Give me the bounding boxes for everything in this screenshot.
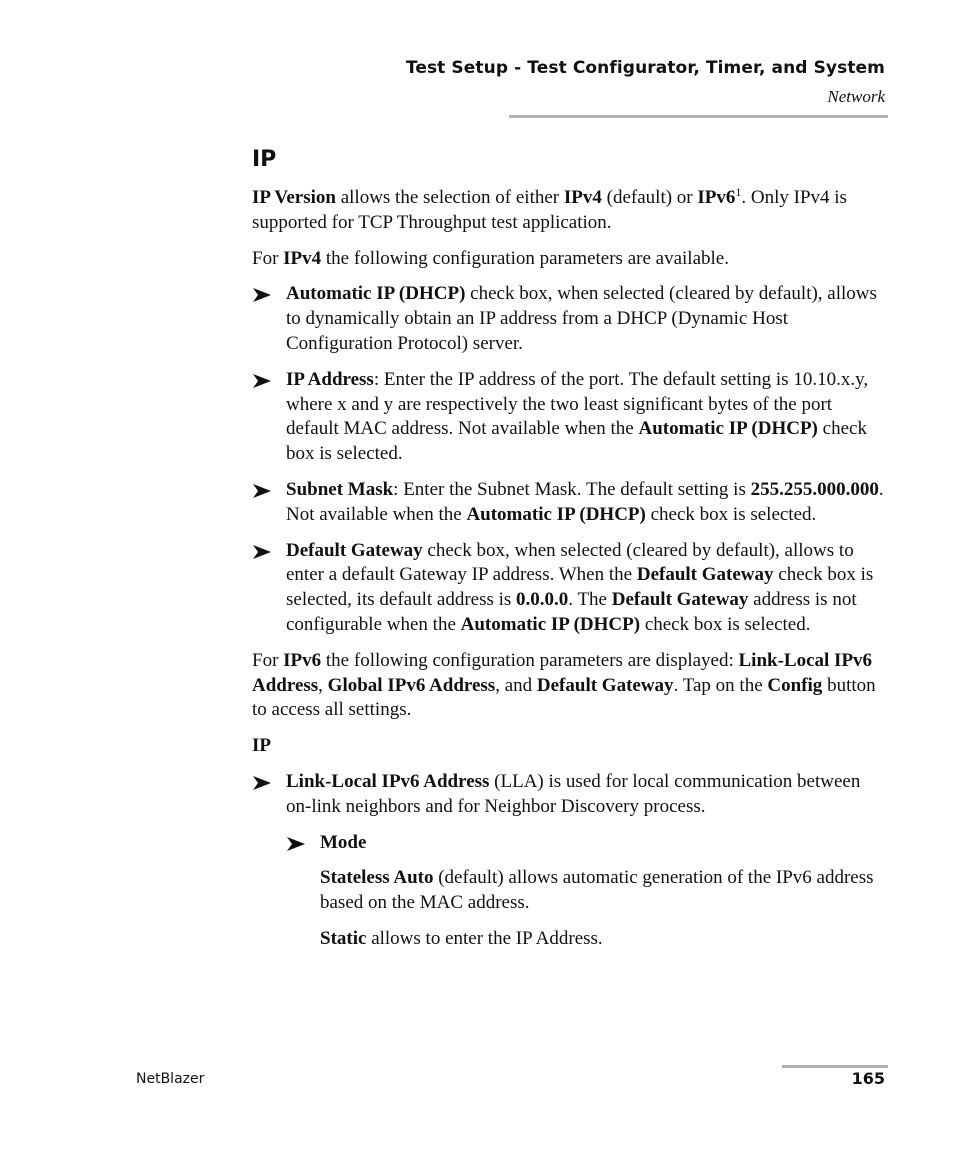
list-item-mode: Mode bbox=[286, 831, 888, 856]
arrow-bullet-icon bbox=[252, 371, 272, 391]
arrow-bullet-icon bbox=[252, 481, 272, 501]
mode-stateless-paragraph: Stateless Auto (default) allows automatic generation of the IPv6 address based on the MAC address. bbox=[320, 867, 874, 914]
footer-product-name: NetBlazer bbox=[136, 1071, 205, 1087]
mode-static-paragraph: Static allows to enter the IP Address. bbox=[320, 927, 603, 949]
ip-subheading: IP bbox=[252, 735, 271, 757]
list-item-link-local: Link-Local IPv6 Address (LLA) is used for local communication between on-link neighbors and for Neighbor Discovery process. bbox=[252, 770, 888, 820]
arrow-bullet-icon bbox=[252, 542, 272, 562]
footer-rule bbox=[782, 1065, 888, 1068]
running-header-subtitle: Network bbox=[827, 87, 885, 106]
footnote-marker: 1 bbox=[735, 185, 742, 199]
header-rule bbox=[509, 115, 888, 118]
section-title: IP bbox=[252, 147, 277, 172]
running-header-title: Test Setup - Test Configurator, Timer, and System bbox=[405, 58, 885, 78]
list-item-automatic-ip: Automatic IP (DHCP) check box, when selected (cleared by default), allows to dynamically obtain an IP address from a DHCP (Dynamic Host Configuration Protocol) server. bbox=[252, 282, 888, 356]
arrow-bullet-icon bbox=[252, 285, 272, 305]
body-content bbox=[252, 186, 888, 963]
intro-paragraph-ip-version: IP Version allows the selection of either IPv4 (default) or $IPv6^1$. Only IPv4 is supported for TCP Throughput test application. bbox=[252, 185, 847, 233]
intro-paragraph-ipv4: For IPv4 the following configuration parameters are available. bbox=[252, 247, 729, 269]
arrow-bullet-icon bbox=[286, 834, 306, 854]
list-item-ip-address: IP Address: Enter the IP address of the port. The default setting is 10.10.x.y, where x and y are respectively the two least significant bytes of the port default MAC address. Not available when the Automatic IP (DHCP) check box is selected. bbox=[252, 368, 888, 467]
page-number: 165 bbox=[851, 1069, 885, 1088]
arrow-bullet-icon bbox=[252, 773, 272, 793]
list-item-subnet-mask: Subnet Mask: Enter the Subnet Mask. The default setting is 255.255.000.000. Not available when the Automatic IP (DHCP) check box is selected. bbox=[252, 478, 888, 528]
ipv6-paragraph: For IPv6 the following configuration parameters are displayed: Link-Local IPv6 Address, Global IPv6 Address, and Default Gateway. Tap on the Config button to access all settings. bbox=[252, 649, 876, 721]
list-item-default-gateway: Default Gateway check box, when selected (cleared by default), allows to enter a default Gateway IP address. When the Default Gateway check box is selected, its default address is 0.0.0.0. The Default Gateway address is not configurable when the Automatic IP (DHCP) check box is selected. bbox=[252, 539, 888, 638]
